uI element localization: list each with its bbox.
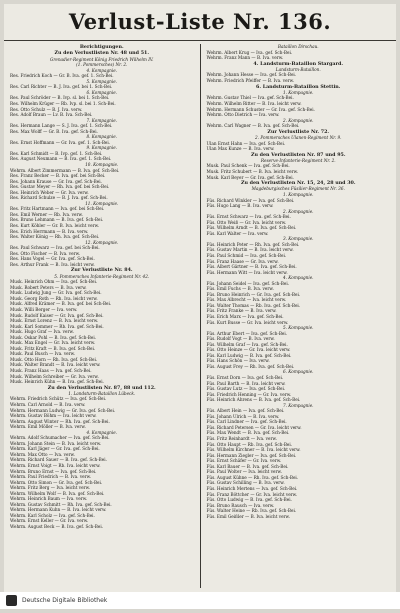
casualty-entry: Füs. Franz Haase — Gr. Iva. verw. bbox=[205, 259, 393, 265]
casualty-entry: Musk. Heinrich Kühn — B. Iva. gef. Sch-Bei. bbox=[8, 379, 196, 385]
section-heading: Zu den Verlustlisten Nr. 48 und 51. bbox=[8, 50, 196, 56]
casualty-entry: Füs. Walter Thomas — Rb. Iva. gef. Sch-Bei. bbox=[205, 303, 393, 309]
casualty-entry: Füs. Erich Marx — Iva. gef. Sch-Bei. bbox=[205, 314, 393, 320]
page-title: Verlust-Liste Nr. 136. bbox=[4, 4, 396, 41]
section-heading: Zur Verlustliste Nr. 84. bbox=[8, 267, 196, 273]
casualty-entry: Wehrm. Johann Hesse — Iva. gef. Sch-Bei. bbox=[205, 72, 393, 78]
unit-heading: 1. Kompagnie. bbox=[205, 192, 393, 198]
casualty-entry: Musk. Paul Busch — Iva. verw. bbox=[8, 351, 196, 357]
section-heading: Zu den Verlustlisten Nr. 87 und 95. bbox=[205, 152, 393, 158]
casualty-entry: Wehrm. Friedrich Schütz — Iva. gef. Sch-Bei. bbox=[8, 396, 196, 402]
unit-heading: 7. Kompagnie. bbox=[8, 118, 196, 124]
section-heading: Zu den Verlustlisten Nr. 87, 88 und 112. bbox=[8, 385, 196, 391]
casualty-entry: Res. Richard Schulze — B. J. Iva. gef. Sch-Bei. bbox=[8, 195, 196, 201]
casualty-entry: Wehrm. Karl Jäger — Gr. Iva. gef. Sch-Bei. bbox=[8, 446, 196, 452]
casualty-entry: Wehrm. Karl Scholz — Iva. gef. Sch-Bei. bbox=[8, 513, 196, 519]
casualty-entry: Wehrm. Gustav Böhm — Iva. leicht verw. bbox=[8, 413, 196, 419]
casualty-entry: Wehrm. Gustav Schmitt — Rh. Iva. gef. Sch-Bei. bbox=[8, 502, 196, 508]
casualty-entry: Musk. Paul Schenk — Iva. gef. Sch-Bei. bbox=[205, 163, 393, 169]
casualty-entry: Musk. Franz Haas — Iva. gef. Sch-Bei. bbox=[8, 368, 196, 374]
unit-heading: 1. Kompagnie. bbox=[205, 90, 393, 96]
casualty-entry: Füs. August Kühne — Rh. Iva. gef. Sch-Bei. bbox=[205, 475, 393, 481]
casualty-entry: Wehrm. Gustav Thiel — Iva. gef. Sch-Bei. bbox=[205, 95, 393, 101]
casualty-entry: Res. Otto Fischer — B. Iva. verw. bbox=[8, 251, 196, 257]
footer-text: Deutsche Digitale Bibliothek bbox=[22, 597, 107, 604]
casualty-entry: Füs. Heinrich Mertens — Iva. gef. Sch-Bei. bbox=[205, 486, 393, 492]
casualty-entry: Füs. Karl Ludwig — B. Iva. gef. Sch-Bei. bbox=[205, 353, 393, 359]
casualty-entry: Füs. Walter Heine — Rb. Iva. gef. Sch-Bei. bbox=[205, 508, 393, 514]
casualty-entry: Wehrm. August Beck — B. Iva. gef. Sch-Bei. bbox=[8, 524, 196, 530]
casualty-entry: Ulan Max Kunze — B. Iva. verw. bbox=[205, 146, 393, 152]
unit-heading: 12. Kompagnie. bbox=[8, 240, 196, 246]
casualty-entry: Wehrm. Heinrich Baum — Iva. verw. bbox=[8, 496, 196, 502]
casualty-entry: Res. Emil Werner — Rb. Iva. verw. bbox=[8, 212, 196, 218]
casualty-entry: Wehrm. Max Otto — Iva. verw. bbox=[8, 452, 196, 458]
columns bbox=[8, 44, 392, 588]
casualty-entry: Füs. Karl Walter — Iva. verw. bbox=[205, 231, 393, 237]
unit-heading: 7. Kompagnie. bbox=[205, 403, 393, 409]
casualty-entry: Wehrm. Friedrich Pfeiffer — B. Iva. verw. bbox=[205, 78, 393, 84]
unit-heading: 5. Kompagnie. bbox=[205, 325, 393, 331]
casualty-entry: Füs. Fritz Franke — B. Iva. verw. bbox=[205, 308, 393, 314]
casualty-entry: Wehrm. Carl Wagner — B. Iva. gef. Sch-Bei. bbox=[205, 123, 393, 129]
casualty-entry: Füs. Rudolf Vogt — B. Iva. verw. bbox=[205, 336, 393, 342]
casualty-entry: Res. Otto Schulz — B. J. Iva. verw. bbox=[8, 107, 196, 113]
casualty-entry: Wehrm. Johann Stein — B. Iva. leicht verw. bbox=[8, 441, 196, 447]
casualty-entry: Wehrm. Albert Zimmermann — B. Iva. gef. Sch-Bei. bbox=[8, 168, 196, 174]
casualty-entry: Res. Wilhelm Krüger — Rb. Ivp. sl. bei 1. Sch-Bei. bbox=[8, 101, 196, 107]
unit-heading: 3. Kompagnie. bbox=[205, 236, 393, 242]
unit-heading: Grenadier-Regiment König Friedrich Wilhelm IV. bbox=[8, 57, 196, 63]
casualty-entry: Füs. Friedrich Henning — Gr. Iva. verw. bbox=[205, 392, 393, 398]
casualty-entry: Wehrm. Hermann Kuhn — B. Iva. leicht verw. bbox=[8, 507, 196, 513]
casualty-entry: Wehrm. Adolf Schumacher — Iva. gef. Sch-Bei. bbox=[8, 435, 196, 441]
unit-heading: 4. Kompagnie. bbox=[205, 275, 393, 281]
casualty-entry: Füs. Otto Weiß — Gr. Iva. leicht verw. bbox=[205, 220, 393, 226]
casualty-entry: Füs. Ernst Schwarz — Iva. gef. Sch-Bei. bbox=[205, 214, 393, 220]
casualty-entry: Wehrm. Fritz Berg — Iva. leicht verw. bbox=[8, 485, 196, 491]
casualty-entry: Musk. Heinrich Ohm — Iva. gef. Sch-Bei. bbox=[8, 279, 196, 285]
casualty-entry: Füs. Johann Ulrich — B. Iva. verw. bbox=[205, 414, 393, 420]
casualty-entry: Füs. Carl Lindner — Iva. gef. Sch-Bei. bbox=[205, 419, 393, 425]
casualty-entry: Musk. Hugo Graf — Iva. verw. bbox=[8, 329, 196, 335]
casualty-entry: Res. Walter König — Rh. Iva. gef. Sch-Bei. bbox=[8, 234, 196, 240]
casualty-entry: Füs. Hermann Ziegler — Iva. gef. Sch-Bei. bbox=[205, 453, 393, 459]
casualty-entry: Musk. Fritz Kraft — B. Iva. gef. Sch-Bei. bbox=[8, 346, 196, 352]
casualty-entry: Füs. Paul Wolter — Iva. leicht verw. bbox=[205, 469, 393, 475]
casualty-entry: Res. Kurt Köhler — Gr. B. Iva. leicht verw. bbox=[8, 223, 196, 229]
casualty-entry: Res. Friedrich Koch — Gr. B. Iva. gef. 1. Sch-Bei. bbox=[8, 73, 196, 79]
casualty-entry: Füs. Karl Bauer — B. Iva. gef. Sch-Bei. bbox=[205, 464, 393, 470]
casualty-entry: Musk. Rudolf Kaiser — Gr. Iva. gef. Sch-Bei. bbox=[8, 313, 196, 319]
casualty-entry: Musk. Robert Peters — B. Iva. verw. bbox=[8, 285, 196, 291]
casualty-entry: Musk. Wilhelm Schreiber — Gr. Iva. verw. bbox=[8, 374, 196, 380]
casualty-entry: Musk. Oskar Pohl — B. Iva. gef. Sch-Bei. bbox=[8, 335, 196, 341]
casualty-entry: Füs. August Frey — Rh. Iva. gef. Sch-Bei. bbox=[205, 364, 393, 370]
casualty-entry: Wehrm. Emil Möller — B. Iva. verw. bbox=[8, 424, 196, 430]
casualty-entry: Füs. Gustav Martin — B. Iva. leicht verw. bbox=[205, 247, 393, 253]
unit-heading: 6. Kompagnie. bbox=[8, 90, 196, 96]
casualty-entry: Füs. Max Wendt — B. Iva. gef. Sch-Bei. bbox=[205, 430, 393, 436]
casualty-entry: Res. Bruno Lehmann — B. Iva. gef. Sch-Bei. bbox=[8, 217, 196, 223]
footer-bar bbox=[0, 592, 400, 609]
casualty-entry: Res. Paul Schwarz — Iva. gef. bei Sch-Bei. bbox=[8, 245, 196, 251]
casualty-entry: Res. August Neumann — B. Iva. gef. 1. Sch-Bei. bbox=[8, 156, 196, 162]
casualty-entry: Wehrm. Ernst Voigt — Rb. Iva. leicht verw. bbox=[8, 463, 196, 469]
casualty-entry: Musk. Karl Sommer — Rb. Iva. gef. Sch-Bei. bbox=[8, 324, 196, 330]
casualty-entry: Res. Paul Schröder — B. Ivp. sl. bei 1. Sch-Bei. bbox=[8, 95, 196, 101]
unit-heading: 11. Kompagnie. bbox=[8, 201, 196, 207]
unit-heading: 4. Kompagnie. bbox=[8, 430, 196, 436]
casualty-entry: Füs. Otto Heinze — Gr. Iva. leicht verw. bbox=[205, 347, 393, 353]
newspaper-page bbox=[4, 4, 396, 592]
casualty-entry: Res. Hermann Lange — S. J. Iva. gef. 1. Sch-Bei. bbox=[8, 123, 196, 129]
casualty-entry: Wehrm. Hermann Schuster — Gr. Iva. gef. Sch-Bei. bbox=[205, 107, 393, 113]
casualty-entry: Musk. Ludwig Jung — Gr. Iva. gef. Sch-Bei. bbox=[8, 290, 196, 296]
casualty-entry: Res. Max Wolff — Gr. B. Iva. gef. Sch-Bei. bbox=[8, 129, 196, 135]
casualty-entry: Füs. Albert Hein — Iva. gef. Sch-Bei. bbox=[205, 408, 393, 414]
casualty-entry: Füs. Richard Winkler — Iva. gef. Sch-Bei. bbox=[205, 198, 393, 204]
casualty-entry: Füs. Franz Böttcher — Gr. Iva. leicht verw. bbox=[205, 492, 393, 498]
casualty-entry: Füs. Bruno Heinrich — Gr. Iva. gef. Sch-Bei. bbox=[205, 292, 393, 298]
casualty-entry: Füs. Johann Seidel — Iva. gef. Sch-Bei. bbox=[205, 281, 393, 287]
casualty-entry: Musk. Fritz Schubert — B. Iva. leicht verw. bbox=[205, 169, 393, 175]
right-column bbox=[205, 44, 393, 588]
casualty-entry: Wehrm. Albert Krug — Iva. gef. Sch-Bei. bbox=[205, 50, 393, 56]
casualty-entry: Res. Hans Vogel — Gr. Iva. gef. Sch-Bei. bbox=[8, 256, 196, 262]
casualty-entry: Füs. Wilhelm Arndt — B. Iva. gef. Sch-Bei. bbox=[205, 225, 393, 231]
casualty-entry: Res. Fritz Hartmann — Iva. gef. bei Sch-Bei. bbox=[8, 206, 196, 212]
unit-heading: 5. Kompagnie. bbox=[8, 79, 196, 85]
casualty-entry: Res. Ernst Hoffmann — Gr. Iva. gef. 1. Sch-Bei. bbox=[8, 140, 196, 146]
casualty-entry: Füs. Fritz Reinhardt — Iva. verw. bbox=[205, 436, 393, 442]
section-heading: Berichtigungen. bbox=[8, 44, 196, 50]
casualty-entry: Füs. Ernst Schäfer — Gr. Iva. verw. bbox=[205, 458, 393, 464]
unit-heading: 5. Pommersches Infanterie-Regiment Nr. 42. bbox=[8, 274, 196, 280]
casualty-entry: Füs. Wilhelm Kirchner — B. Iva. leicht verw. bbox=[205, 447, 393, 453]
column-divider bbox=[200, 44, 201, 588]
section-heading: Zu den Verlustlisten Nr. 15, 24, 28 und 30. bbox=[205, 180, 393, 186]
unit-heading: Magdeburgisches Füsilier-Regiment Nr. 36. bbox=[205, 186, 393, 192]
unit-heading: 4. Kompagnie. bbox=[8, 68, 196, 74]
casualty-entry: Füs. Paul Schmid — Iva. gef. Sch-Bei. bbox=[205, 253, 393, 259]
casualty-entry: Füs. Arthur Ebert — Iva. gef. Sch-Bei. bbox=[205, 331, 393, 337]
casualty-entry: Ulan Ernst Hahn — Iva. gef. Sch-Bei. bbox=[205, 141, 393, 147]
casualty-entry: Füs. Hermann Witt — Iva. leicht verw. bbox=[205, 270, 393, 276]
casualty-entry: Musk. Georg Roth — Rh. Iva. leicht verw. bbox=[8, 296, 196, 302]
casualty-entry: Wehrm. Otto Dietrich — Iva. verw. bbox=[205, 112, 393, 118]
casualty-entry: Wehrm. Otto Simon — Gr. Iva. gef. Sch-Bei. bbox=[8, 480, 196, 486]
casualty-entry: Wehrm. Franz Mann — B. Iva. verw. bbox=[205, 55, 393, 61]
casualty-entry: Wehrm. Richard Sauer — B. Iva. gef. Sch-Bei. bbox=[8, 457, 196, 463]
casualty-entry: Musk. Ernst Lorenz — B. Iva. leicht verw. bbox=[8, 318, 196, 324]
casualty-entry: Musk. Walter Brandt — B. Iva. leicht verw. bbox=[8, 362, 196, 368]
casualty-entry: Füs. Ernst Dorn — Iva. gef. Sch-Bei. bbox=[205, 375, 393, 381]
casualty-entry: Füs. Paul Barth — B. Iva. leicht verw. bbox=[205, 381, 393, 387]
casualty-entry: Füs. Emil Fuchs — B. Iva. verw. bbox=[205, 286, 393, 292]
unit-heading: 6. Kompagnie. bbox=[205, 369, 393, 375]
casualty-entry: Wehrm. August Winter — Rh. Iva. gef. Sch-Bei. bbox=[8, 419, 196, 425]
unit-heading: Reserve-Infanterie-Regiment Nr. 2. bbox=[205, 158, 393, 164]
casualty-entry: Füs. Emil Geißler — B. Iva. leicht verw. bbox=[205, 514, 393, 520]
casualty-entry: Füs. Hans Schön — Iva. verw. bbox=[205, 358, 393, 364]
casualty-entry: Füs. Heinrich Peter — Rh. Iva. gef. Sch-Bei. bbox=[205, 242, 393, 248]
casualty-entry: Wehrm. Carl Arnold — B. Iva. verw. bbox=[8, 402, 196, 408]
library-logo-icon bbox=[6, 595, 17, 606]
unit-heading: 2. Kompagnie. bbox=[205, 118, 393, 124]
unit-heading: 2. Pommersches Ulanen-Regiment Nr. 9. bbox=[205, 135, 393, 141]
unit-heading: 2. Kompagnie. bbox=[205, 209, 393, 215]
casualty-entry: Füs. Otto Haupt — Rb. Iva. gef. Sch-Bei. bbox=[205, 442, 393, 448]
unit-heading: 8. Kompagnie. bbox=[8, 134, 196, 140]
casualty-entry: Musk. Alfred Krämer — B. Iva. gef. bei Sch-Bei. bbox=[8, 301, 196, 307]
unit-heading: 10. Kompagnie. bbox=[8, 162, 196, 168]
casualty-entry: Füs. Heinrich Ahrens — B. Iva. gef. Sch-Bei. bbox=[205, 397, 393, 403]
casualty-entry: Res. Carl Richter — B. J. Iva. gef. bei 1. Sch-Bei. bbox=[8, 84, 196, 90]
unit-heading: 1. Landsturm-Bataillon Lübeck. bbox=[8, 391, 196, 397]
casualty-entry: Füs. Richard Petersen — Gr. Iva. leicht verw. bbox=[205, 425, 393, 431]
casualty-entry: Füs. Bruno Rausch — Iva. verw. bbox=[205, 503, 393, 509]
casualty-entry: Musk. Otto Horn — Rh. Iva. gef. Sch-Bei. bbox=[8, 357, 196, 363]
casualty-entry: Füs. Otto Ludwig — B. Iva. gef. Sch-Bei. bbox=[205, 497, 393, 503]
casualty-entry: Füs. Albert Gärtner — B. Iva. gef. Sch-Bei. bbox=[205, 264, 393, 270]
casualty-entry: Füs. Kurt Busse — Gr. Iva. leicht verw. bbox=[205, 320, 393, 326]
casualty-entry: Füs. Gustav Lutz — Iva. gef. Sch-Bei. bbox=[205, 386, 393, 392]
casualty-entry: Musk. Willi Berger — Iva. verw. bbox=[8, 307, 196, 313]
casualty-entry: Wehrm. Wilhelm Ritter — B. Iva. leicht verw. bbox=[205, 101, 393, 107]
casualty-entry: Füs. Hugo Lang — B. Iva. verw. bbox=[205, 203, 393, 209]
casualty-entry: Res. Heinrich Weber — Gr. Iva. verw. bbox=[8, 190, 196, 196]
casualty-entry: Wehrm. Bruno Ernst — Iva. gef. Sch-Bei. bbox=[8, 469, 196, 475]
casualty-entry: Res. Johann Krause — Gr. Iva. gef. Sch-Bei. bbox=[8, 179, 196, 185]
casualty-entry: Musk. Karl Beyer — Gr. Iva. gef. Sch-Bei. bbox=[205, 175, 393, 181]
section-heading: 6. Landsturm-Bataillon Stettin. bbox=[205, 84, 393, 90]
unit-heading: Landsturm-Bataillon. bbox=[205, 67, 393, 73]
casualty-entry: Res. Arthur Frank — B. Iva. leicht verw. bbox=[8, 262, 196, 268]
casualty-entry: Res. Franz Becker — B. Iva. gef. bei Sch-Bei. bbox=[8, 173, 196, 179]
casualty-entry: Res. Erich Herrmann — B. Iva. verw. bbox=[8, 229, 196, 235]
unit-heading: 9. Kompagnie. bbox=[8, 145, 196, 151]
section-heading: 4. Landsturm-Bataillon Stargard. bbox=[205, 61, 393, 67]
section-heading: Zur Verlustliste Nr. 72. bbox=[205, 129, 393, 135]
unit-heading: Bataillon Dirschau. bbox=[205, 44, 393, 50]
casualty-entry: Wehrm. Wilhelm Wolf — B. Iva. gef. Sch-Bei. bbox=[8, 491, 196, 497]
left-column bbox=[8, 44, 196, 588]
casualty-entry: Res. Gustav Meyer — Rh. Iva. gef. bei Sch-Bei. bbox=[8, 184, 196, 190]
casualty-entry: Füs. Wilhelm Graf — Iva. gef. Sch-Bei. bbox=[205, 342, 393, 348]
casualty-entry: Füs. Gustav Schilling — B. Iva. verw. bbox=[205, 480, 393, 486]
casualty-entry: Wehrm. Hermann Ludwig — Gr. Iva. gef. Sch-Bei. bbox=[8, 408, 196, 414]
casualty-entry: Wehrm. Paul Friedrich — B. Iva. verw. bbox=[8, 474, 196, 480]
unit-heading: (1. Pommersches) Nr. 2. bbox=[8, 62, 196, 68]
casualty-entry: Res. Karl Schmidt — B. Ivp. gef. 1. Sch-Bei. bbox=[8, 151, 196, 157]
casualty-entry: Musk. Max Engel — Gr. Iva. leicht verw. bbox=[8, 340, 196, 346]
casualty-entry: Füs. Max Albrecht — Iva. leicht verw. bbox=[205, 297, 393, 303]
casualty-entry: Res. Adolf Braun — Lv. B. Iva. Sch-Bei. bbox=[8, 112, 196, 118]
casualty-entry: Wehrm. Ernst Keller — Gr. Iva. verw. bbox=[8, 518, 196, 524]
